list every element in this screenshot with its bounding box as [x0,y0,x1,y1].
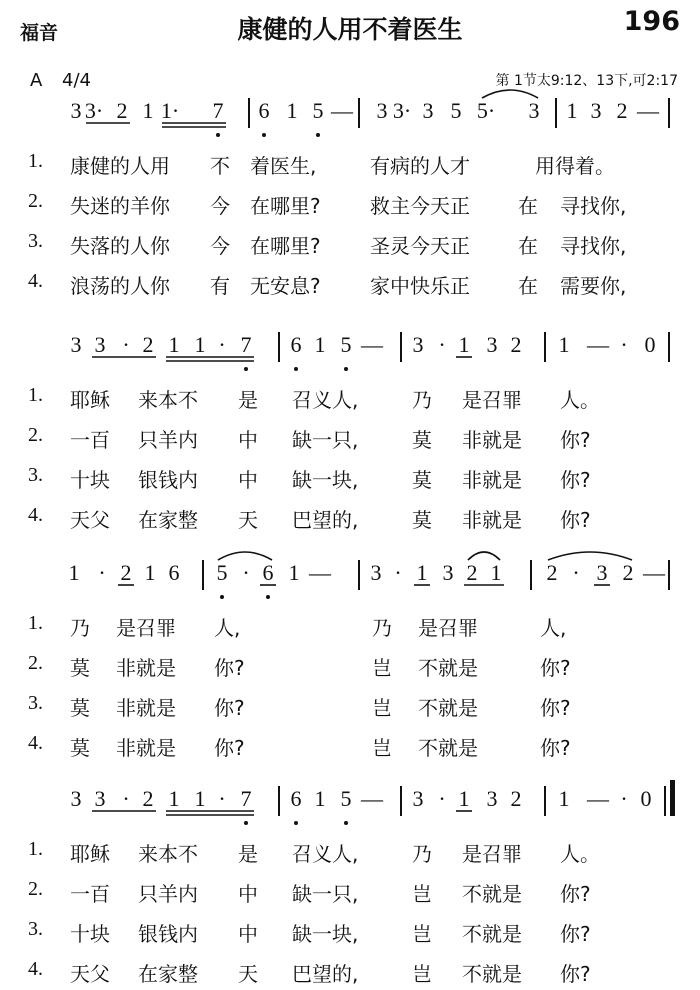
note: 1 [314,786,326,811]
verse-number: 4. [28,958,43,980]
lyric-segment: 失迷的羊你 [70,194,170,218]
lyric-segment: 莫 [70,656,90,680]
verse-number: 3. [28,918,43,940]
lyric-segment: 十块 [70,468,110,492]
note: 2 [510,332,522,357]
barline [664,786,666,816]
note: 1 [558,332,570,357]
verse-number: 3. [28,692,43,714]
lyric-segment: 在家整 [138,508,198,532]
note: · [218,332,226,357]
verse-number: 3. [28,464,43,486]
lyric-segment: 是 [238,842,258,866]
lyric-segment: 岂 [412,882,432,906]
lyric-segment: 不就是 [418,656,478,680]
hymn-number: 196 [623,6,680,37]
lyric-segment: 你? [560,428,591,452]
note: 1 [194,332,206,357]
lyric-segment: 寻找你, [560,234,627,258]
lyric-segment: 在 [518,274,538,298]
note: 1· [160,98,180,123]
note: 5 [340,332,352,357]
note: — [361,332,383,357]
lyric-segment: 乃 [412,388,432,412]
note: 3 [590,98,602,123]
lyric-segment: 巴望的, [292,508,359,532]
barline [400,786,402,816]
lyric-segment: 天父 [70,508,110,532]
lyric-segment: 你? [560,882,591,906]
lyric-segment: 岂 [372,736,392,760]
category-label: 福音 [20,22,59,44]
note: 3 [370,560,382,585]
note: 2 [616,98,628,123]
barline [544,786,546,816]
note: 5 [312,98,324,123]
lyric-segment: 中 [238,882,258,906]
note: 1 [458,786,470,811]
note: 1 [286,98,298,123]
scripture-reference: 第 1节太9:12、13下,可2:17 [495,73,678,89]
lyric-segment: 乃 [70,616,90,640]
lyric-segment: 中 [238,428,258,452]
lyric-segment: 你? [214,736,245,760]
note: 3 [70,786,82,811]
lyric-segment: 一百 [70,428,110,452]
note: 5· [476,98,496,123]
note: 3 [486,332,498,357]
verse-number: 4. [28,504,43,526]
note: 1 [416,560,428,585]
note: — [309,560,331,585]
verse-number: 1. [28,150,43,172]
note: 1 [558,786,570,811]
lyric-segment: 人, [540,616,567,640]
lyric-segment: 在哪里? [250,234,321,258]
note: 7 [212,98,224,123]
lyric-segment: 你? [540,696,571,720]
lyric-segment: 只羊内 [138,882,198,906]
note: 6 [258,98,270,123]
lyric-segment: 岂 [372,696,392,720]
note: 6 [290,786,302,811]
note: 2 [142,786,154,811]
note: 1 [288,560,300,585]
key-time-signature: A 4/4 [30,70,92,91]
note: 6 [290,332,302,357]
note: 1 [314,332,326,357]
lyric-segment: 缺一块, [292,922,359,946]
lyric-segment: 不就是 [418,696,478,720]
lyric-segment: 是召罪 [462,388,522,412]
barline [278,786,280,816]
lyric-segment: 不就是 [462,922,522,946]
verse-number: 2. [28,190,43,212]
lyric-segment: 需要你, [560,274,627,298]
lyric-segment: 寻找你, [560,194,627,218]
lyric-segment: 你? [560,922,591,946]
lyric-segment: 只羊内 [138,428,198,452]
lyric-segment: 在哪里? [250,194,321,218]
verse-number: 2. [28,424,43,446]
lyric-segment: 不就是 [462,882,522,906]
lyric-segment: 召义人, [292,842,359,866]
lyric-segment: 救主今天正 [370,194,470,218]
lyric-segment: 你? [214,696,245,720]
lyric-segment: 有病的人才 [370,154,470,178]
lyric-segment: 你? [540,656,571,680]
note: 3 [528,98,540,123]
lyric-segment: 浪荡的人你 [70,274,170,298]
note: 5 [216,560,228,585]
note: 3 [486,786,498,811]
note: 2 [510,786,522,811]
note: 7 [240,332,252,357]
lyric-segment: 一百 [70,882,110,906]
lyric-segment: 非就是 [116,696,176,720]
note: · [572,560,580,585]
lyric-segment: 人。 [560,388,600,412]
note: 2 [120,560,132,585]
lyric-segment: 在家整 [138,962,198,986]
note: 0 [640,786,652,811]
lyric-segment: 非就是 [116,656,176,680]
lyric-segment: 无安息? [250,274,321,298]
note: — [587,786,609,811]
lyric-segment: 家中快乐正 [370,274,470,298]
lyric-segment: 今 [210,234,230,258]
lyric-segment: 乃 [412,842,432,866]
hymn-title: 康健的人用不着医生 [237,15,463,44]
note: · [620,786,628,811]
note: · [98,560,106,585]
lyric-segment: 你? [214,656,245,680]
note: 1 [194,786,206,811]
note: 2 [142,332,154,357]
note: 1 [168,786,180,811]
note: 1 [68,560,80,585]
lyric-segment: 巴望的, [292,962,359,986]
octave-dot [344,821,348,825]
note: 3 [412,332,424,357]
verse-number: 1. [28,612,43,634]
note: 2 [116,98,128,123]
note: · [218,786,226,811]
lyric-segment: 非就是 [462,428,522,452]
lyric-segment: 在 [518,194,538,218]
lyric-segment: 缺一块, [292,468,359,492]
lyric-segment: 圣灵今天正 [370,234,470,258]
lyric-segment: 莫 [412,428,432,452]
note: 3 [70,98,82,123]
note: — [331,98,353,123]
note: 2 [466,560,478,585]
note: 3 [412,786,424,811]
note: 1 [566,98,578,123]
note: 6 [262,560,274,585]
note: · [620,332,628,357]
note: · [438,786,446,811]
lyric-segment: 中 [238,468,258,492]
note: 6 [168,560,180,585]
note: 5 [340,786,352,811]
note: 3· [392,98,412,123]
verse-number: 2. [28,878,43,900]
verse-number: 4. [28,732,43,754]
lyric-segment: 银钱内 [138,468,198,492]
lyric-segment: 是召罪 [462,842,522,866]
lyric-segment: 来本不 [138,842,198,866]
final-barline [670,780,675,816]
lyric-segment: 缺一只, [292,428,359,452]
verse-number: 4. [28,270,43,292]
lyric-segment: 在 [518,234,538,258]
note: 3 [376,98,388,123]
lyric-segment: 不就是 [462,962,522,986]
verse-number: 1. [28,384,43,406]
lyric-segment: 非就是 [462,468,522,492]
lyric-segment: 人。 [560,842,600,866]
lyric-segment: 着医生, [250,154,317,178]
lyric-segment: 天 [238,508,258,532]
lyric-segment: 今 [210,194,230,218]
lyric-segment: 中 [238,922,258,946]
note: 7 [240,786,252,811]
note: · [394,560,402,585]
lyric-segment: 莫 [70,696,90,720]
lyric-segment: 岂 [412,922,432,946]
lyric-segment: 非就是 [116,736,176,760]
note: 1 [144,560,156,585]
note: 1 [168,332,180,357]
lyric-segment: 来本不 [138,388,198,412]
note: · [122,786,130,811]
lyric-segment: 耶稣 [70,388,110,412]
lyric-segment: 缺一只, [292,882,359,906]
note: 3 [94,786,106,811]
lyric-segment: 是 [238,388,258,412]
note: · [242,560,250,585]
lyric-segment: 莫 [412,508,432,532]
lyric-segment: 岂 [372,656,392,680]
lyric-segment: 莫 [70,736,90,760]
octave-dot [294,821,298,825]
lyric-segment: 岂 [412,962,432,986]
verse-number: 1. [28,838,43,860]
verse-number: 2. [28,652,43,674]
lyric-segment: 不 [210,154,230,178]
note: 1 [458,332,470,357]
note: 0 [644,332,656,357]
lyric-segment: 用得着。 [535,154,615,178]
note: 5 [450,98,462,123]
note: — [361,786,383,811]
note: 2 [622,560,634,585]
note: 3 [70,332,82,357]
note: · [122,332,130,357]
lyric-segment: 十块 [70,922,110,946]
note: 2 [546,560,558,585]
note: 1 [142,98,154,123]
note: — [643,560,665,585]
lyric-segment: 耶稣 [70,842,110,866]
lyric-segment: 人, [214,616,241,640]
verse-number: 3. [28,230,43,252]
lyric-segment: 银钱内 [138,922,198,946]
lyric-segment: 你? [540,736,571,760]
lyric-segment: 乃 [372,616,392,640]
lyric-segment: 是召罪 [116,616,176,640]
lyric-segment: 你? [560,962,591,986]
lyric-segment: 是召罪 [418,616,478,640]
note: — [637,98,659,123]
lyric-segment: 召义人, [292,388,359,412]
lyric-segment: 不就是 [418,736,478,760]
note: 3 [422,98,434,123]
note: — [587,332,609,357]
lyric-segment: 失落的人你 [70,234,170,258]
note: 3 [596,560,608,585]
octave-dot [244,821,248,825]
lyric-segment: 天 [238,962,258,986]
lyric-segment: 天父 [70,962,110,986]
note: · [438,332,446,357]
lyric-segment: 非就是 [462,508,522,532]
note: 3 [442,560,454,585]
lyric-segment: 莫 [412,468,432,492]
note: 1 [490,560,502,585]
lyric-segment: 你? [560,468,591,492]
note: 3· [84,98,104,123]
lyric-segment: 康健的人用 [70,154,170,178]
lyric-segment: 你? [560,508,591,532]
lyric-segment: 有 [210,274,230,298]
note: 3 [94,332,106,357]
